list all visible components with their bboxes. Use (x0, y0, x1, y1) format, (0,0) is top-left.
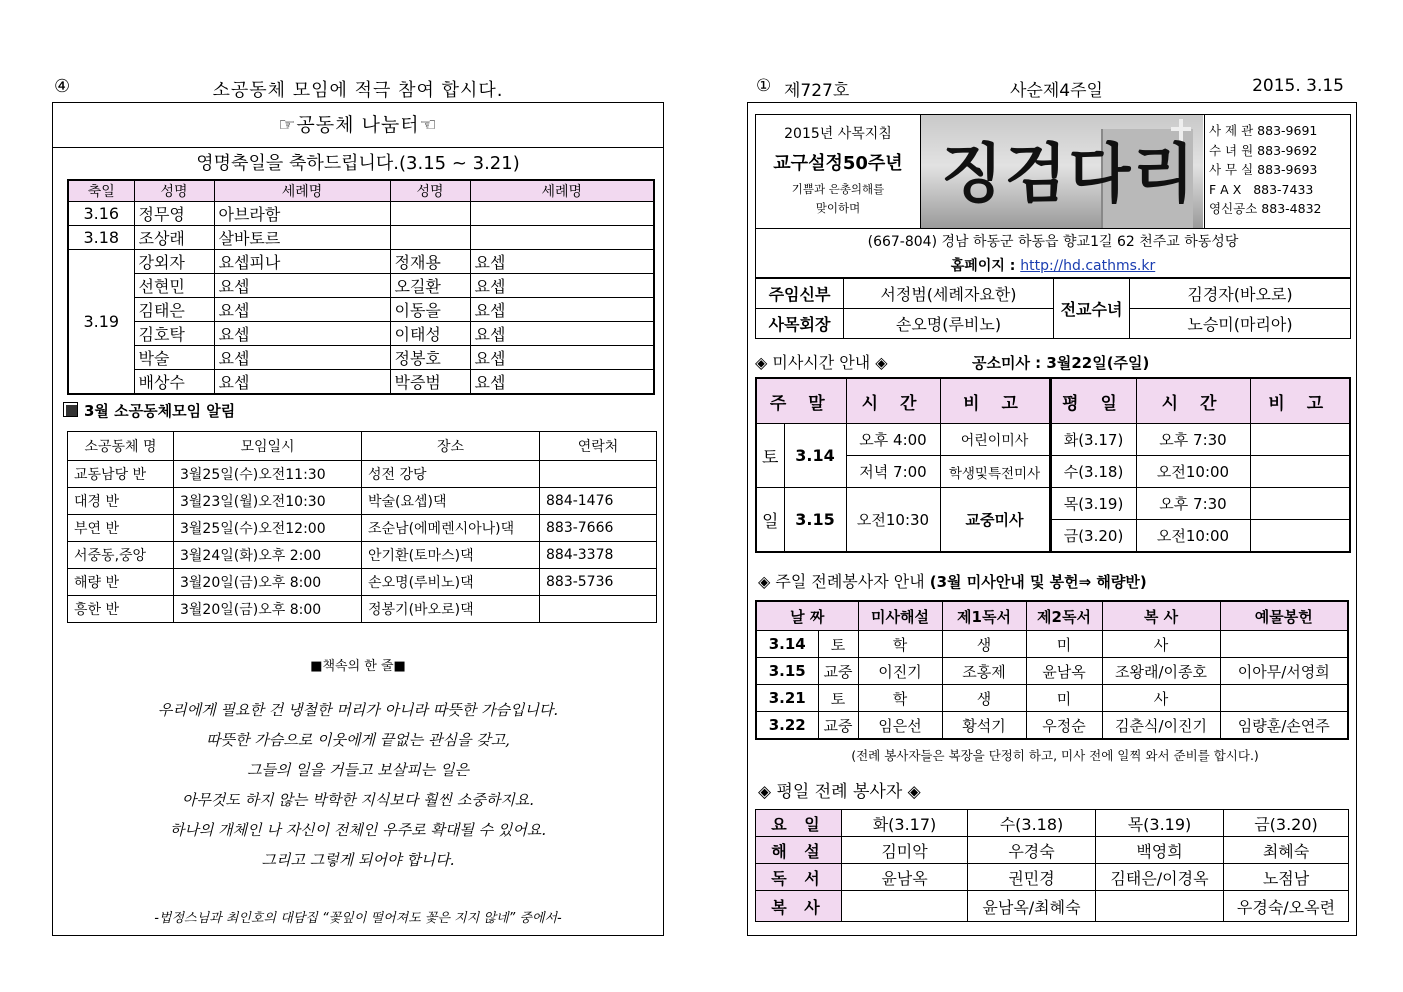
feast-saint: 요셉 (470, 322, 654, 346)
service-note: (전례 봉사자들은 복장을 단정히 하고, 미사 전에 일찍 와서 준비를 합시다.) (851, 748, 1259, 763)
meeting-table (67, 431, 657, 623)
mass-row (756, 424, 1350, 456)
weekday-cell: 김태은/이경옥 (1096, 864, 1224, 891)
service-cell: 학 (858, 631, 942, 658)
service-type: 교중 (818, 712, 858, 740)
mass-header-row (756, 378, 1350, 424)
service-title-text: ◈ 주일 전례봉사자 안내 (758, 572, 925, 591)
feast-saint: 요셉 (214, 298, 390, 322)
weekday-row (756, 864, 1349, 891)
feast-row (68, 274, 654, 298)
service-header: 제2독서 (1026, 601, 1102, 631)
feast-row (68, 322, 654, 346)
feast-saint: 요셉피나 (214, 250, 390, 274)
mass-title: ◈ 미사시간 안내 ◈ (755, 353, 888, 372)
service-type: 교중 (818, 658, 858, 685)
meeting-group: 해량 반 (68, 569, 174, 596)
mass-date: 3.14 (784, 424, 846, 488)
meeting-header-place: 장소 (362, 432, 540, 461)
feast-saint (470, 226, 654, 250)
meeting-place: 조순남(에메렌시아나)댁 (362, 515, 540, 542)
motto-sub: 기쁨과 은총의해를 (791, 182, 885, 196)
feast-name: 정재용 (390, 250, 470, 274)
weekday-day: 금(3.20) (1050, 520, 1136, 553)
meeting-title (63, 400, 235, 421)
issue-date: 2015. 3.15 (1252, 76, 1344, 96)
weekday-day: 수(3.18) (1050, 456, 1136, 488)
left-page-header (52, 76, 664, 102)
feast-row (68, 346, 654, 370)
service-header: 제1독서 (942, 601, 1026, 631)
meeting-time: 3월24일(화)오후 2:00 (174, 542, 362, 569)
feast-header-row (68, 180, 654, 202)
homepage-line (756, 255, 1350, 275)
feast-saint: 요셉 (214, 274, 390, 298)
meeting-phone: 884-1476 (540, 488, 657, 515)
feast-header-name: 성명 (134, 180, 214, 202)
feast-name: 강외자 (134, 250, 214, 274)
mass-note: 교중미사 (940, 488, 1050, 553)
phone-label: 영신공소 (1209, 201, 1258, 216)
phone-label: F A X (1209, 181, 1242, 197)
council-label: 사목회장 (756, 309, 844, 339)
weekday-cell: 우경숙 (968, 837, 1096, 864)
weekday-cell: 권민경 (968, 864, 1096, 891)
service-cell (1220, 685, 1348, 712)
service-cell: 윤남옥 (1026, 658, 1102, 685)
feast-row (68, 298, 654, 322)
weekday-time: 오후 7:30 (1136, 424, 1250, 456)
mass-day: 토 (756, 424, 784, 488)
feast-saint (470, 202, 654, 226)
meeting-row (68, 542, 657, 569)
right-page-header (752, 76, 1352, 102)
weekday-day: 화(3.17) (1050, 424, 1136, 456)
weekday-cell: 노점남 (1224, 864, 1349, 891)
meeting-header-group: 소공동체 명 (68, 432, 174, 461)
meeting-place: 안기환(토마스)댁 (362, 542, 540, 569)
phone-line (1209, 121, 1350, 141)
service-date: 3.22 (756, 712, 818, 740)
community-title: ☞공동체 나눔터☜ (53, 103, 663, 148)
meeting-row (68, 569, 657, 596)
service-header: 미사해설 (858, 601, 942, 631)
feast-date: 3.16 (68, 202, 134, 226)
meeting-header-time: 모임일시 (174, 432, 362, 461)
feast-row (68, 250, 654, 274)
motto-main: 교구설정50주년 (773, 153, 903, 174)
meeting-group: 부연 반 (68, 515, 174, 542)
service-cell: 사 (1102, 631, 1220, 658)
church-photo (921, 115, 1203, 228)
service-date: 3.14 (756, 631, 818, 658)
council-name: 손오명(루비노) (844, 309, 1054, 339)
weekday-day: 목(3.19) (1050, 488, 1136, 520)
meeting-phone: 884-3378 (540, 542, 657, 569)
weekday-cell: 김미악 (842, 837, 968, 864)
weekday-note (1250, 424, 1350, 456)
meeting-group: 흥한 반 (68, 596, 174, 623)
weekday-row (756, 891, 1349, 922)
service-header-date: 날 짜 (756, 601, 858, 631)
meeting-row (68, 515, 657, 542)
mass-header-time: 시 간 (846, 378, 940, 424)
meeting-group: 교동남당 반 (68, 461, 174, 488)
mass-row (756, 488, 1350, 520)
service-row (756, 658, 1348, 685)
meeting-time: 3월25일(수)오전11:30 (174, 461, 362, 488)
service-header: 복 사 (1102, 601, 1220, 631)
service-cell: 임은선 (858, 712, 942, 740)
meeting-place: 손오명(루비노)댁 (362, 569, 540, 596)
weekday-note (1250, 520, 1350, 553)
weekday-note (1250, 488, 1350, 520)
newsletter-title: 징검다리 (941, 137, 1197, 212)
book-quote-line: 우리에게 필요한 건 냉철한 머리가 아니라 따뜻한 가슴입니다. (157, 701, 559, 719)
meeting-group: 서중동,중앙 (68, 542, 174, 569)
left-page-box (52, 102, 664, 936)
feast-saint: 살바토르 (214, 226, 390, 250)
book-quote-line: 그리고 그렇게 되어야 합니다. (261, 851, 455, 869)
meeting-time: 3월25일(수)오전12:00 (174, 515, 362, 542)
pastor-name: 서정범(세례자요한) (844, 279, 1054, 309)
service-row (756, 685, 1348, 712)
meeting-header-phone: 연락처 (540, 432, 657, 461)
mass-header-weekend: 주 말 (756, 378, 846, 424)
right-page-number: ① (756, 76, 772, 96)
square-bullet-icon (63, 402, 78, 417)
book-quote-line: 하나의 개체인 나 자신이 전체인 우주로 확대될 수 있어요. (169, 821, 547, 839)
phone-number: 883-9691 (1257, 123, 1318, 138)
sister-name: 김경자(바오로) (1130, 279, 1351, 309)
feast-name: 김태은 (134, 298, 214, 322)
service-cell: 생 (942, 631, 1026, 658)
service-cell: 미 (1026, 631, 1102, 658)
feast-saint: 요셉 (470, 298, 654, 322)
mass-day: 일 (756, 488, 784, 553)
phone-list (1204, 115, 1350, 228)
weekday-time: 오후 7:30 (1136, 488, 1250, 520)
service-cell: 생 (942, 685, 1026, 712)
weekday-cell: 우경숙/오옥련 (1224, 891, 1349, 922)
feast-name: 이동을 (390, 298, 470, 322)
service-cell: 우정순 (1026, 712, 1102, 740)
weekday-row (756, 837, 1349, 864)
meeting-time: 3월20일(금)오후 8:00 (174, 569, 362, 596)
weekday-cell: 윤남옥 (842, 864, 968, 891)
phone-number: 883-9692 (1257, 142, 1318, 158)
meeting-row (68, 488, 657, 515)
church-address: (667-804) 경남 하동군 하동읍 향교1길 62 천주교 하동성당 (867, 234, 1239, 250)
feast-name: 박술 (134, 346, 214, 370)
mass-header-note: 비 고 (940, 378, 1050, 424)
motto-sub: 맞이하며 (815, 201, 861, 215)
book-quote-line: 따뜻한 가슴으로 이웃에게 끝없는 관심을 갖고, (206, 731, 510, 749)
liturgical-week: 사순제4주일 (1010, 81, 1103, 101)
meeting-time: 3월20일(금)오후 8:00 (174, 596, 362, 623)
weekday-cell: 최혜숙 (1224, 837, 1349, 864)
service-title-offering: (3월 미사안내 및 봉헌⇒ 해량반) (929, 573, 1147, 591)
meeting-place: 성전 강당 (362, 461, 540, 488)
service-title (758, 569, 1147, 592)
mass-note: 학생및특전미사 (940, 456, 1050, 488)
feast-header-name: 성명 (390, 180, 470, 202)
service-date: 3.15 (756, 658, 818, 685)
weekday-label: 복 사 (756, 891, 842, 922)
service-row (756, 631, 1348, 658)
mass-header-time: 시 간 (1136, 378, 1250, 424)
feast-name: 이태성 (390, 322, 470, 346)
weekday-row (756, 810, 1349, 837)
mass-header-note: 비 고 (1250, 378, 1350, 424)
meeting-phone: 883-5736 (540, 569, 657, 596)
service-cell: 이아무/서영희 (1220, 658, 1348, 685)
service-table (755, 600, 1349, 740)
service-cell: 황석기 (942, 712, 1026, 740)
issue-number: 제727호 (784, 81, 850, 101)
staff-table (755, 278, 1351, 339)
phone-line (1209, 180, 1350, 200)
feast-saint: 요셉 (214, 346, 390, 370)
meeting-place: 정봉기(바오로)댁 (362, 596, 540, 623)
feast-saint: 아브라함 (214, 202, 390, 226)
book-quote-source: -법정스님과 최인호의 대담집 “꽃잎이 떨어져도 꽃은 지지 않네” 중에서- (154, 911, 562, 926)
phone-label: 수 녀 원 (1209, 142, 1254, 158)
mass-time: 오후 4:00 (846, 424, 940, 456)
weekday-cell: 윤남옥/최혜숙 (968, 891, 1096, 922)
left-page-title: 소공동체 모임에 적극 참여 합시다. (212, 80, 504, 101)
pastoral-motto (756, 115, 921, 228)
weekday-table (755, 809, 1349, 922)
phone-number: 883-9693 (1257, 162, 1318, 177)
mass-date: 3.15 (784, 488, 846, 553)
feast-saint: 요셉 (470, 250, 654, 274)
feast-name: 정무영 (134, 202, 214, 226)
weekday-time: 오전10:00 (1136, 456, 1250, 488)
weekday-time: 오전10:00 (1136, 520, 1250, 553)
phone-line (1209, 160, 1350, 180)
mass-time: 오전10:30 (846, 488, 940, 553)
address-block (755, 227, 1351, 278)
feast-name: 박증범 (390, 370, 470, 395)
service-cell (1220, 631, 1348, 658)
meeting-phone: 883-7666 (540, 515, 657, 542)
weekday-title: ◈ 평일 전례 봉사자 ◈ (758, 782, 921, 802)
feast-saint: 요셉 (470, 346, 654, 370)
service-type: 토 (818, 631, 858, 658)
feast-title: 영명축일을 축하드립니다.(3.15 ~ 3.21) (196, 153, 520, 174)
feast-saint: 요셉 (470, 370, 654, 395)
service-row (756, 712, 1348, 740)
mass-note: 어린이미사 (940, 424, 1050, 456)
service-cell: 사 (1102, 685, 1220, 712)
phone-line (1209, 141, 1350, 161)
service-cell: 미 (1026, 685, 1102, 712)
feast-header-saint: 세례명 (214, 180, 390, 202)
meeting-header-row (68, 432, 657, 461)
pastor-label: 주임신부 (756, 279, 844, 309)
weekday-cell: 목(3.19) (1096, 810, 1224, 837)
weekday-cell: 수(3.18) (968, 810, 1096, 837)
phone-label: 사 제 관 (1209, 123, 1254, 138)
right-page-box (747, 102, 1357, 936)
meeting-place: 박술(요셉)댁 (362, 488, 540, 515)
weekday-cell: 백영희 (1096, 837, 1224, 864)
feast-table (67, 179, 655, 395)
service-cell: 조왕래/이종호 (1102, 658, 1220, 685)
meeting-title-text: 3월 소공동체모임 알림 (84, 402, 236, 420)
book-quote-subtitle: ■책속의 한 줄■ (310, 659, 406, 674)
feast-header-date: 축일 (68, 180, 134, 202)
phone-number: 883-4832 (1261, 201, 1322, 216)
weekday-label: 요 일 (756, 810, 842, 837)
left-page-number: ④ (54, 76, 71, 97)
service-cell: 김춘식/이진기 (1102, 712, 1220, 740)
feast-name: 조상래 (134, 226, 214, 250)
feast-row (68, 370, 654, 395)
feast-name: 오길환 (390, 274, 470, 298)
feast-name: 정봉호 (390, 346, 470, 370)
service-header: 예물봉헌 (1220, 601, 1348, 631)
service-cell: 이진기 (858, 658, 942, 685)
motto-year: 2015년 사목지침 (784, 126, 892, 142)
book-quote-line: 아무것도 하지 않는 박학한 지식보다 훨씬 소중하지요. (181, 791, 535, 809)
service-header-row (756, 601, 1348, 631)
feast-row (68, 202, 654, 226)
feast-row (68, 226, 654, 250)
phone-line (1209, 199, 1350, 219)
feast-name (390, 202, 470, 226)
service-cell: 조홍제 (942, 658, 1026, 685)
sister-name: 노승미(마리아) (1130, 309, 1351, 339)
meeting-time: 3월23일(월)오전10:30 (174, 488, 362, 515)
weekday-cell: 금(3.20) (1224, 810, 1349, 837)
phone-number: 883-7433 (1253, 181, 1314, 197)
meeting-phone (540, 596, 657, 623)
staff-row (756, 309, 1351, 339)
service-cell: 임량훈/손연주 (1220, 712, 1348, 740)
mass-note: 공소미사 : 3월22일(주일) (972, 354, 1150, 372)
mass-table (755, 377, 1351, 553)
meeting-row (68, 461, 657, 488)
weekday-label: 해 설 (756, 837, 842, 864)
feast-saint: 요셉 (214, 322, 390, 346)
weekday-cell (1096, 891, 1224, 922)
service-type: 토 (818, 685, 858, 712)
meeting-row (68, 596, 657, 623)
feast-date: 3.19 (68, 250, 134, 395)
weekday-cell: 화(3.17) (842, 810, 968, 837)
weekday-note (1250, 456, 1350, 488)
homepage-label: 홈페이지 : (950, 258, 1016, 274)
feast-name (390, 226, 470, 250)
meeting-group: 대경 반 (68, 488, 174, 515)
weekday-cell (842, 891, 968, 922)
phone-label: 사 무 실 (1209, 162, 1254, 177)
feast-name: 김호탁 (134, 322, 214, 346)
mass-time: 저녁 7:00 (846, 456, 940, 488)
feast-saint: 요셉 (214, 370, 390, 395)
book-quote-line: 그들의 일을 거들고 보살피는 일은 (247, 761, 469, 779)
feast-date: 3.18 (68, 226, 134, 250)
mass-header-weekday: 평 일 (1050, 378, 1136, 424)
sister-label: 전교수녀 (1054, 279, 1130, 339)
weekday-label: 독 서 (756, 864, 842, 891)
feast-saint: 요셉 (470, 274, 654, 298)
feast-header-saint: 세례명 (470, 180, 654, 202)
mass-row (756, 456, 1350, 488)
feast-name: 배상수 (134, 370, 214, 395)
feast-name: 선현민 (134, 274, 214, 298)
service-cell: 학 (858, 685, 942, 712)
masthead (755, 114, 1351, 229)
homepage-link[interactable]: http://hd.cathms.kr (1020, 258, 1156, 274)
service-date: 3.21 (756, 685, 818, 712)
meeting-phone (540, 461, 657, 488)
staff-row (756, 279, 1351, 309)
